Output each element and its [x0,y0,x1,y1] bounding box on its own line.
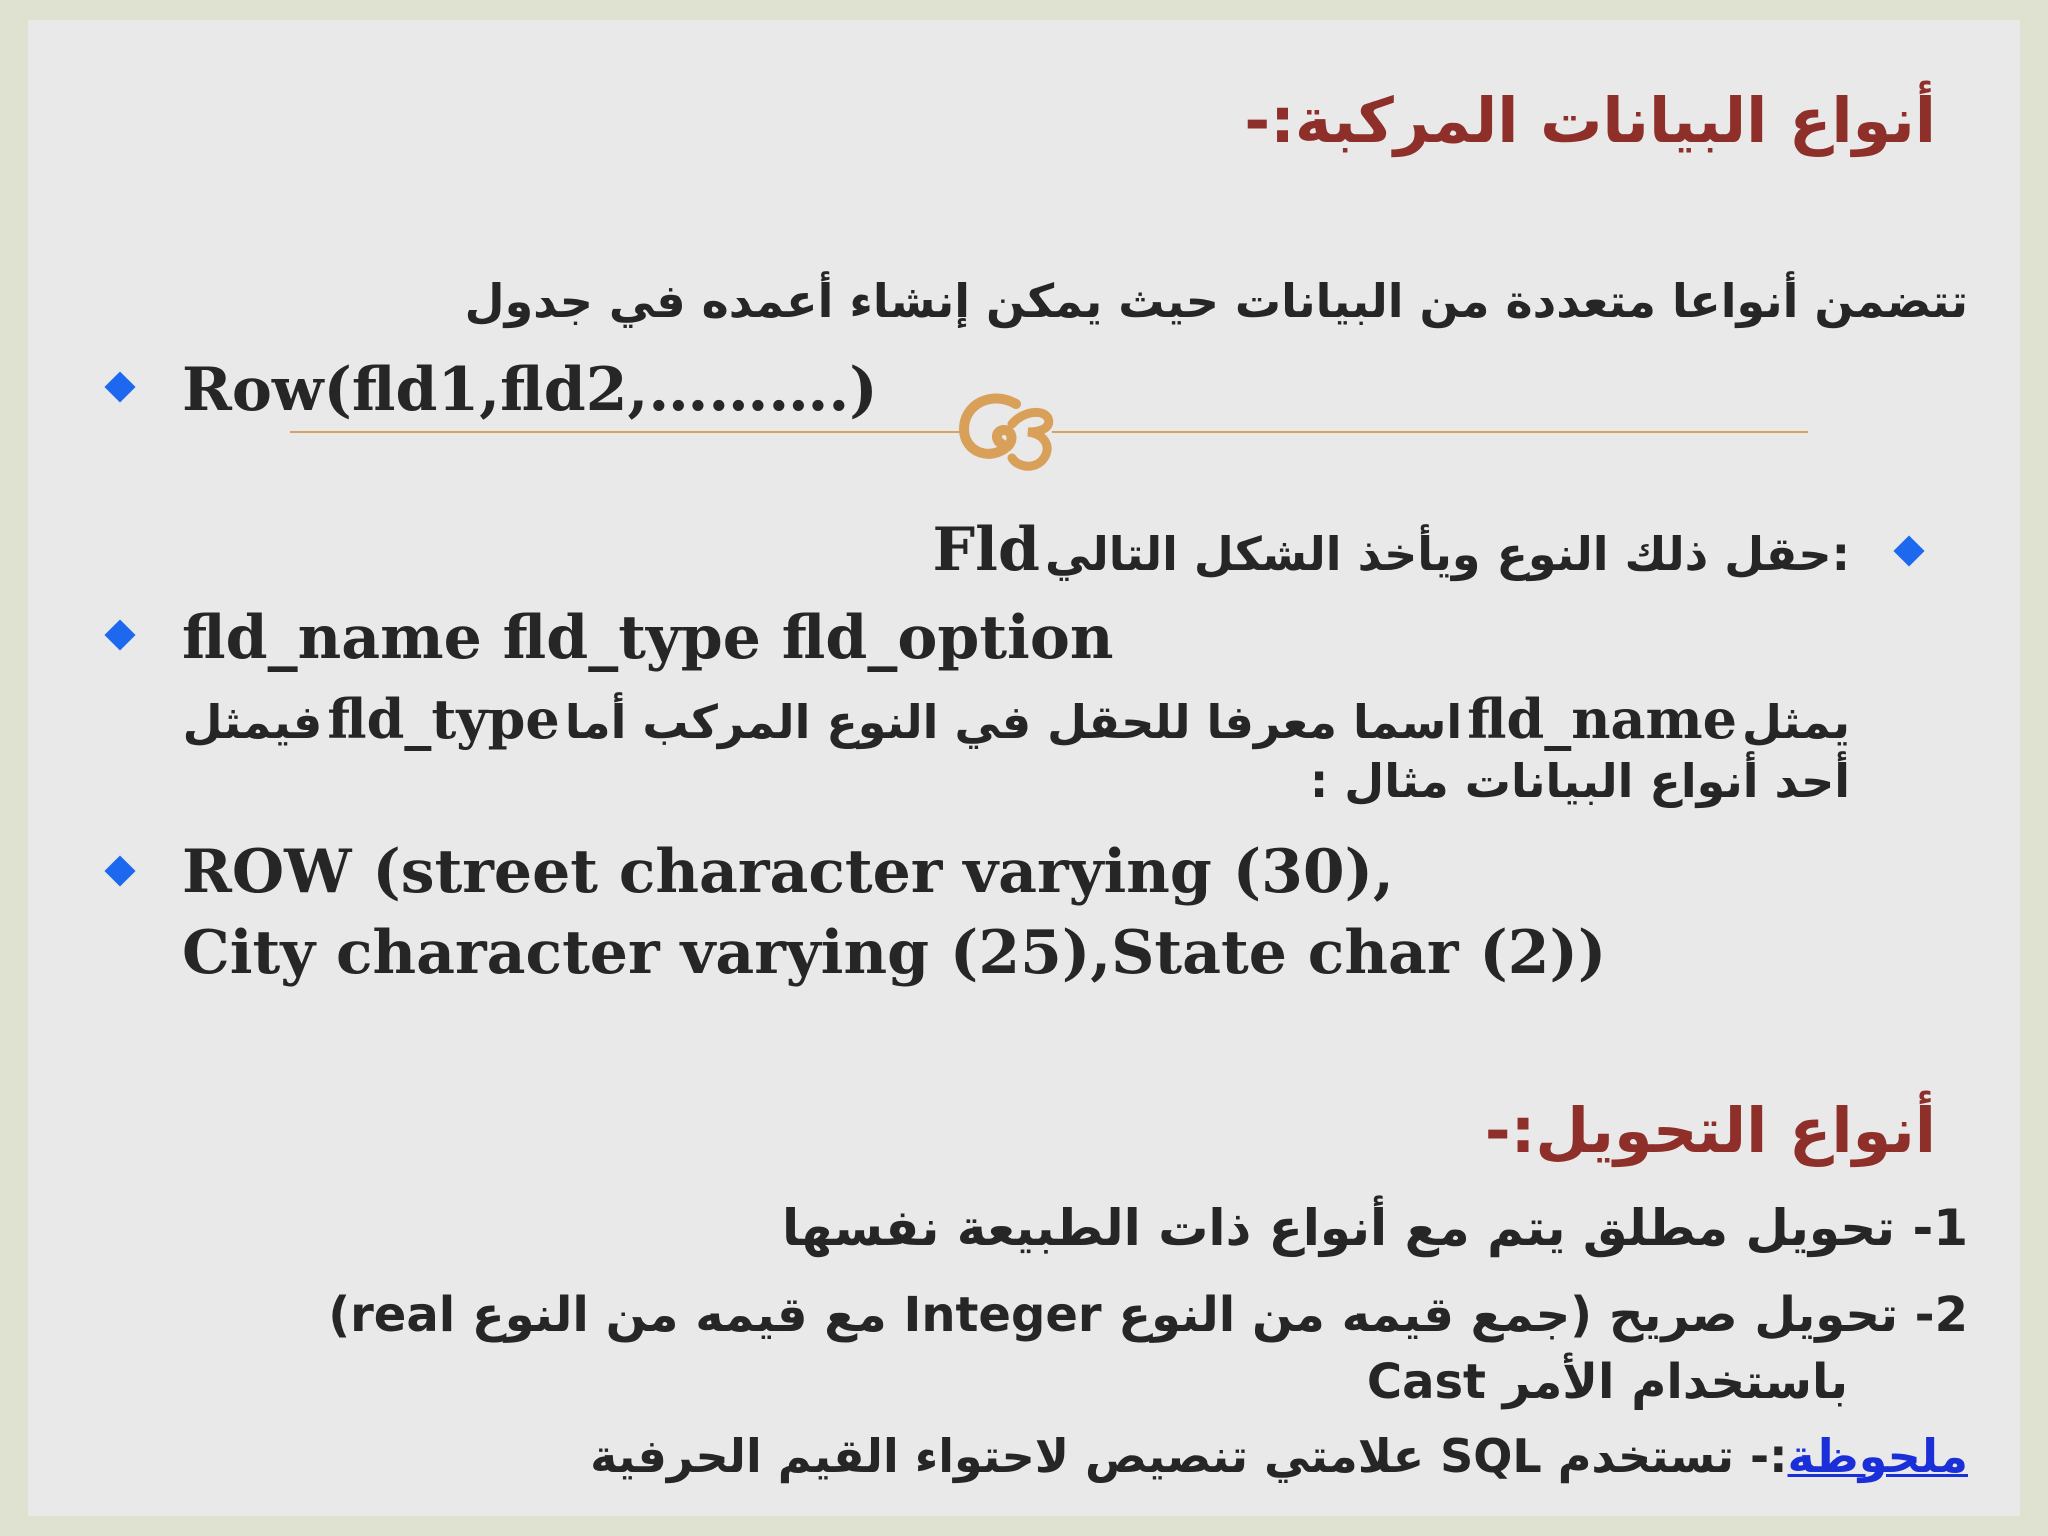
field-format: fld_name fld_type fld_option [182,603,1114,673]
explain-text-c: فيمثل [182,695,323,749]
bullet-diamond-icon [104,371,135,402]
code-fld-name: fld_name [1467,687,1737,751]
note-text: :- تستخدم SQL علامتي تنصيص لاحتواء القيم الحرفية [590,1429,1788,1483]
ornamental-flourish-icon [956,382,1056,477]
fld-desc-text: حقل ذلك النوع ويأخذ الشكل التالي: [1044,527,1850,581]
bullet-diamond-icon [1893,535,1924,566]
bullet-diamond-icon [104,619,135,650]
explain-text-b: اسما معرفا للحقل في النوع المركب أما [564,695,1463,749]
code-fld-type: fld_type [327,687,560,751]
note-line [590,1430,1968,1483]
fld-description [932,515,1850,585]
explain-text-a: يمثل [1742,695,1850,749]
section-title-compound-types: أنواع البيانات المركبة:- [1244,84,1936,157]
fld-keyword: Fld [932,515,1040,585]
slide [28,20,2020,1516]
conversion-item-1: 1- تحويل مطلق يتم مع أنواع ذات الطبيعة نفسها [781,1199,1968,1257]
bullet-diamond-icon [104,855,135,886]
example-row-line-1: ROW (street character varying (30), [182,837,1394,907]
note-link[interactable]: ملحوظة [1787,1429,1968,1483]
explanation-line-1 [182,687,1850,751]
intro-text: تتضمن أنواعا متعددة من البيانات حيث يمكن إنشاء أعمده في جدول [464,274,1968,328]
conversion-item-2-line-2: باستخدام الأمر Cast [1366,1354,1848,1410]
explanation-line-2: أحد أنواع البيانات مثال : [1309,754,1850,808]
row-syntax: Row(fld1,fld2,……….) [182,355,878,425]
example-row-line-2: City character varying (25),State char (2)) [182,918,1607,988]
conversion-item-2-line-1: 2- تحويل صريح (جمع قيمه من النوع Integer مع قيمه من النوع real) [328,1287,1968,1343]
section-title-conversion-types: أنواع التحويل:- [1484,1094,1936,1167]
